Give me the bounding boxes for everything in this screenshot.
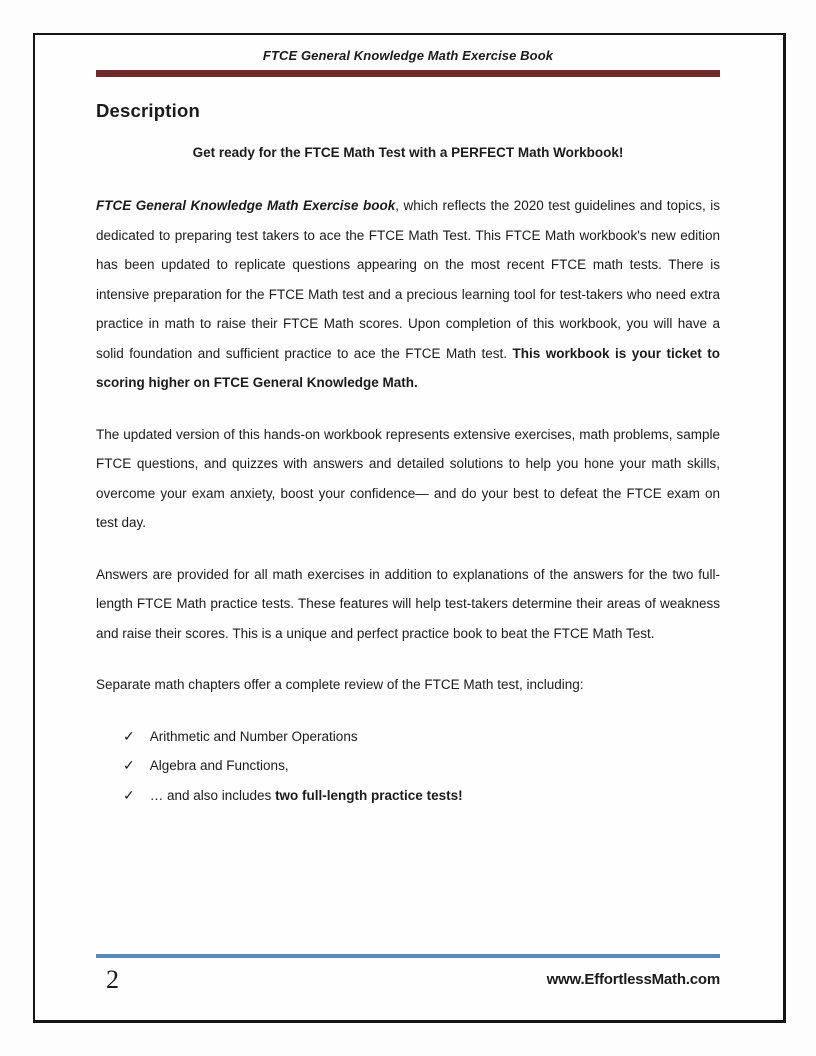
checklist-item-2-text: Algebra and Functions, <box>149 758 289 773</box>
paragraph-2: The updated version of this hands-on workbook represents extensive exercises, math problems, sample FTCE questions, and quizzes with answers and detailed solutions to help you hone your math skills, overcome your exam anxiety, boost your confidence— and do your best to defeat the FTCE exam on test day. <box>96 426 720 530</box>
page-header <box>96 47 720 77</box>
checklist-item-3-text <box>150 781 463 811</box>
checkmark-icon: ✓ <box>123 786 135 803</box>
checklist-item-3 <box>123 781 720 811</box>
paragraph-3: Answers are provided for all math exercises in addition to explanations of the answers for the two full-length FTCE Math practice tests. These features will help test-takers determine their areas of weakness and raise their scores. This is a unique and perfect practice book to beat the FTCE Math Test. <box>96 566 720 641</box>
section-heading: Description <box>96 100 200 121</box>
header-rule <box>96 70 720 77</box>
paragraph-1-body: , which reflects the 2020 test guidelines and topics, is dedicated to preparing test takers to ace the FTCE Math Test. This FTCE Math workbook's new edition has been updated to replicate questions appearing on the most recent FTCE math tests. There is intensive preparation for the FTCE Math test and a precious learning tool for test-takers who need extra practice in math to raise their FTCE Math scores. Upon completion of this workbook, you will have a solid foundation and sufficient practice to ace the FTCE Math test. <box>96 198 720 361</box>
document-page <box>33 33 786 1023</box>
checklist-item-1 <box>123 722 720 752</box>
book-title-emphasis: FTCE General Knowledge Math Exercise book <box>96 198 396 213</box>
subtitle: Get ready for the FTCE Math Test with a PERFECT Math Workbook! <box>192 145 624 160</box>
paragraph-1-bold-tail: This workbook is your ticket to scoring higher on FTCE General Knowledge Math. <box>96 345 720 390</box>
checklist-item-3-bold: two full-length practice tests! <box>275 787 463 803</box>
running-header-title: FTCE General Knowledge Math Exercise Book <box>262 48 554 63</box>
page-content <box>35 35 783 810</box>
page-number: 2 <box>106 965 119 994</box>
checklist-item-3-lead: … and also includes <box>149 787 276 803</box>
footer-row <box>96 966 720 994</box>
feature-checklist <box>96 722 720 811</box>
checkmark-icon: ✓ <box>123 727 135 744</box>
checklist-item-1-text: Arithmetic and Number Operations <box>149 728 358 744</box>
paragraph-4: Separate math chapters offer a complete review of the FTCE Math test, including: <box>96 677 584 692</box>
paragraph-1 <box>96 191 720 398</box>
checkmark-icon: ✓ <box>123 757 135 773</box>
footer-rule <box>96 954 720 958</box>
page-footer <box>96 954 720 994</box>
checklist-item-2 <box>123 751 720 781</box>
website-link[interactable]: www.EffortlessMath.com <box>546 971 720 988</box>
